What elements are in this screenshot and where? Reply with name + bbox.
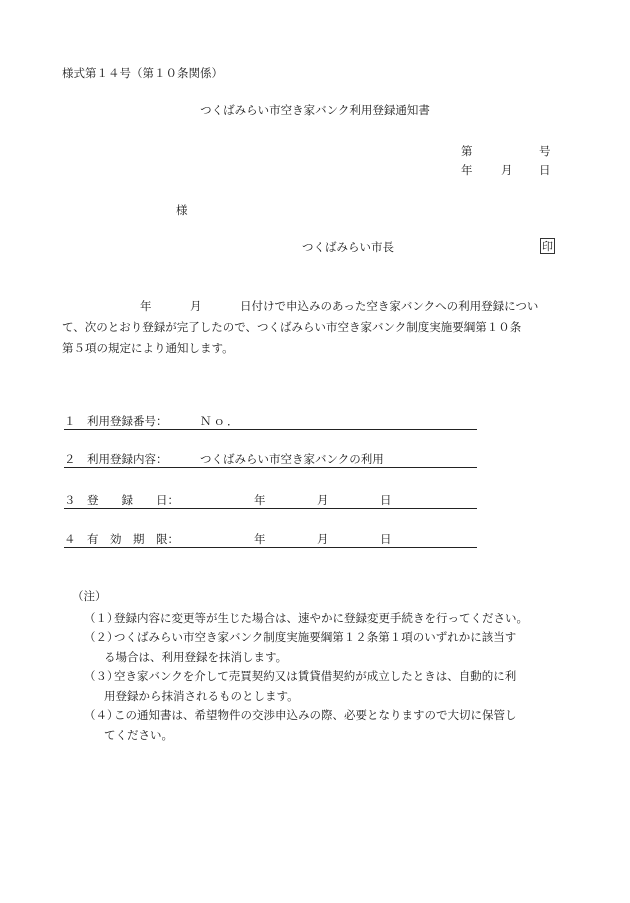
item-registration-content (64, 452, 477, 468)
note-text-line-1: つくばみらい市空き家バンク制度実施要綱第１２条第１項のいずれかに該当す (114, 630, 517, 644)
sender-name: つくばみらい市長 (302, 240, 394, 254)
body-line-3: 第５項の規定により通知します。 (62, 341, 234, 355)
body-line-1 (62, 296, 577, 317)
item-label: ３ 登 録 日： (64, 492, 179, 507)
item-year: 年 (254, 531, 266, 546)
item-registration-number (64, 414, 477, 430)
item-label: ４ 有 効 期 限： (64, 531, 179, 546)
item-label: １ 利用登録番号： (64, 413, 168, 428)
recipient-honorific: 様 (176, 203, 188, 217)
note-number: （２） (84, 630, 119, 644)
item-label: ２ 利用登録内容： (64, 451, 168, 466)
note-text-line-1: 登録内容に変更等が生じた場合は、速やかに登録変更手続きを行ってください。 (114, 611, 528, 625)
item-value: つくばみらい市空き家バンクの利用 (200, 451, 384, 466)
note-number: （４） (84, 708, 119, 722)
document-number-suffix: 号 (539, 144, 551, 158)
body-line-2: て、次のとおり登録が完了したので、つくばみらい市空き家バンク制度実施要綱第１０条 (62, 320, 522, 334)
item-month: 月 (317, 531, 329, 546)
body-line-1-text: 日付けで申込みのあった空き家バンクへの利用登録につい (240, 299, 539, 313)
seal-mark: 印 (542, 239, 553, 253)
note-text-line-2: る場合は、利用登録を抹消します。 (104, 649, 288, 664)
item-validity-period (64, 532, 477, 548)
item-day: 日 (380, 492, 392, 507)
document-title: つくばみらい市空き家バンク利用登録通知書 (200, 103, 430, 117)
note-number: （１） (84, 611, 119, 625)
document-date-month: 月 (501, 163, 513, 177)
item-day: 日 (380, 531, 392, 546)
note-number: （３） (84, 669, 119, 683)
document-date-year: 年 (461, 163, 473, 177)
body-paragraph (62, 296, 577, 359)
item-year: 年 (254, 492, 266, 507)
item-value: Ｎｏ． (200, 413, 241, 428)
document-number-prefix: 第 (461, 144, 473, 158)
note-text-line-1: 空き家バンクを介して売買契約又は賃貸借契約が成立したときは、自動的に利 (114, 669, 517, 683)
document-date-day: 日 (539, 163, 551, 177)
body-month: 月 (190, 299, 202, 313)
notes-heading: （注） (72, 589, 107, 603)
item-month: 月 (317, 492, 329, 507)
note-text-line-2: 用登録から抹消されるものとします。 (104, 688, 299, 703)
form-number: 様式第１４号（第１０条関係） (62, 66, 223, 80)
item-registration-date (64, 493, 477, 509)
note-text-line-1: この通知書は、希望物件の交渉申込みの際、必要となりますので大切に保管し (114, 708, 517, 722)
body-year: 年 (140, 299, 152, 313)
note-text-line-2: てください。 (104, 727, 173, 742)
